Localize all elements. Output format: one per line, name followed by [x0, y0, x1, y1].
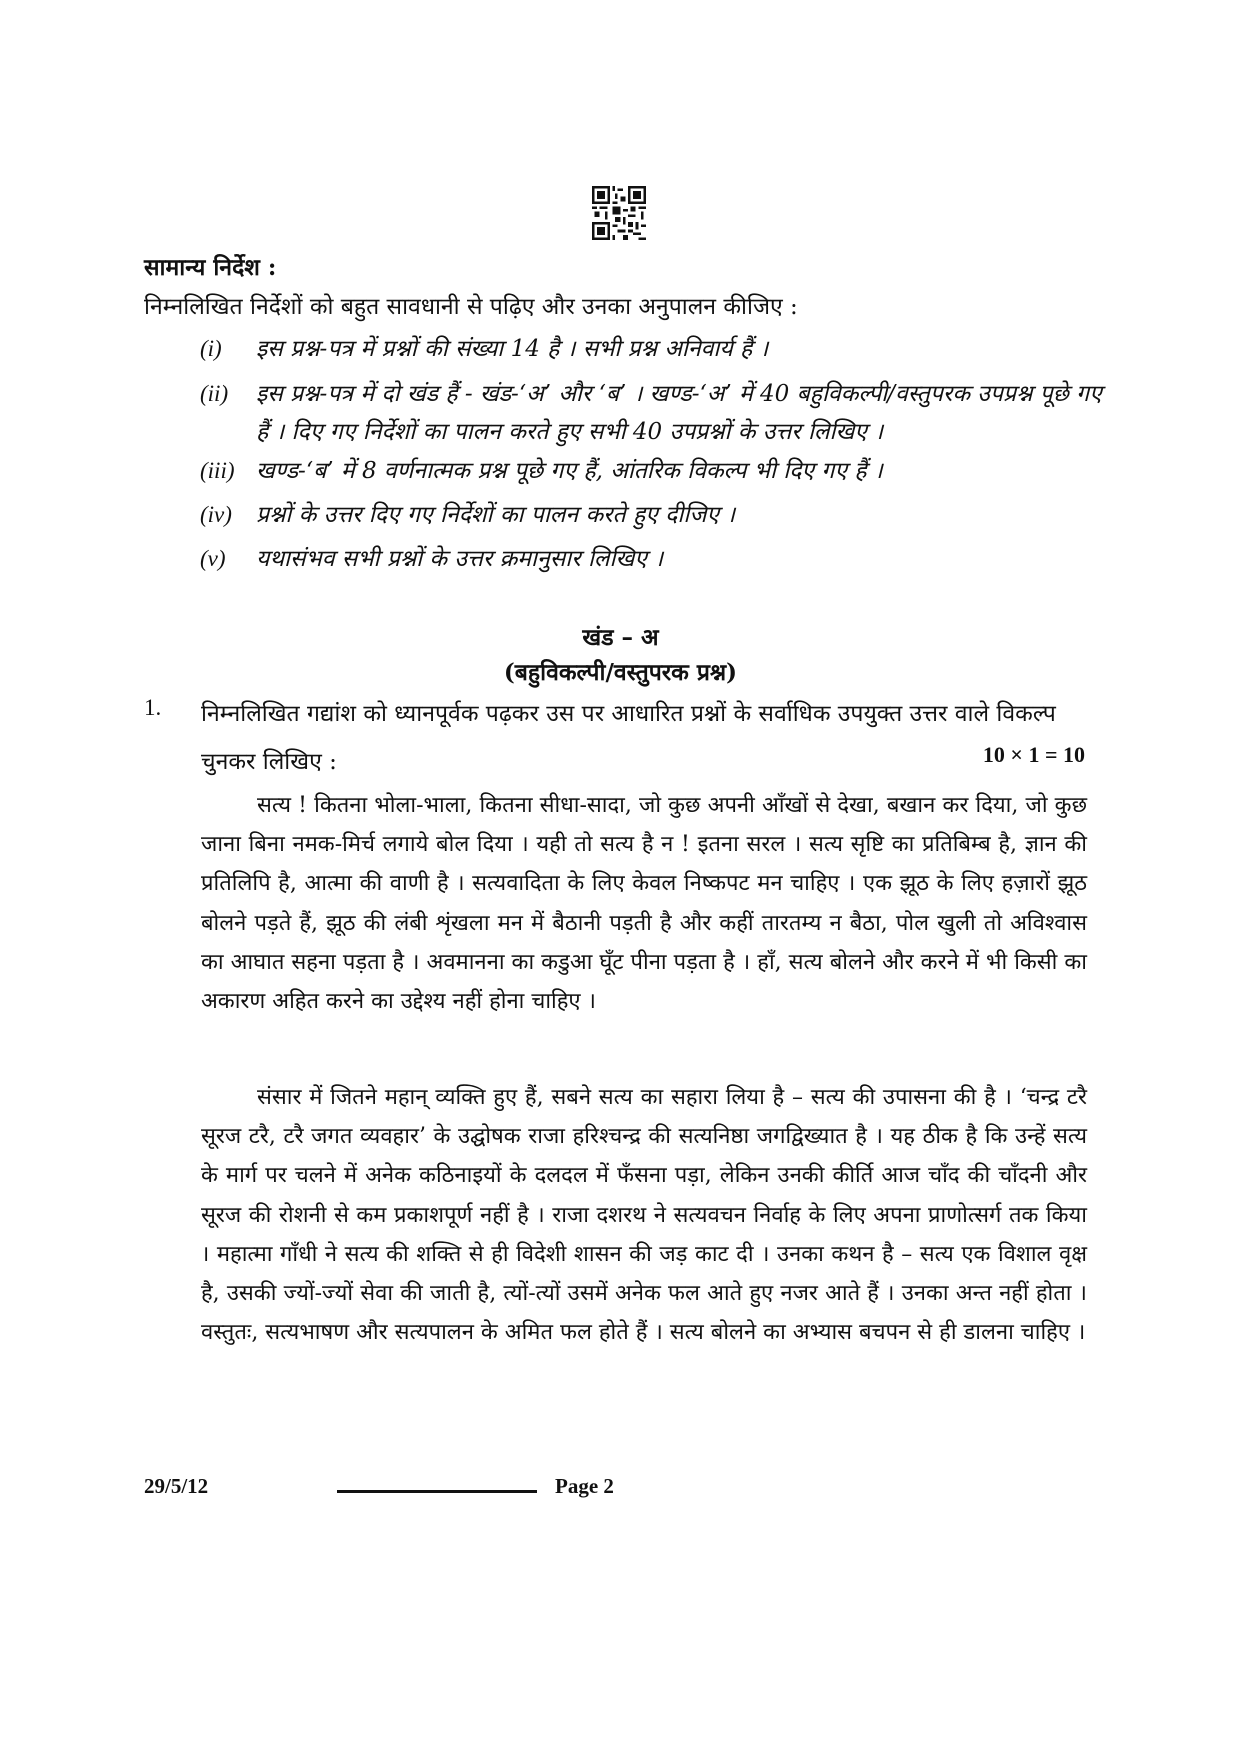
instruction-text: प्रश्नों के उत्तर दिए गए निर्देशों का पालन करते हुए दीजिए । [256, 502, 736, 528]
qr-code-icon [592, 186, 646, 240]
instruction-text: यथासंभव सभी प्रश्नों के उत्तर क्रमानुसार लिखिए । [256, 546, 664, 572]
instruction-number: (iii) [200, 458, 235, 483]
instruction-number: (i) [200, 336, 222, 361]
instruction-number: (ii) [200, 381, 229, 406]
instruction-number: (iv) [200, 502, 232, 527]
footer-divider [337, 1490, 537, 1493]
passage-paragraph-2: संसार में जितने महान् व्यक्ति हुए हैं, सबने सत्य का सहारा लिया है – सत्य की उपासना की है । ‘चन्द्र टरै सूरज टरै, टरै जगत व्यवहार’ के उद्घोषक राजा हरिश्चन्द्र की सत्यनिष्ठा जगद्विख्यात है । यह ठीक है कि उन्हें सत्य के मार्ग पर चलने में अनेक कठिनाइयों के दलदल में फँसना पड़ा, लेकिन उनकी कीर्ति आज चाँद की चाँदनी और सूरज की रोशनी से कम प्रकाशपूर्ण नहीं है । राजा दशरथ ने सत्यवचन निर्वाह के लिए अपना प्राणोत्सर्ग तक किया । महात्मा गाँधी ने सत्य की शक्ति से ही विदेशी शासन की जड़ काट दी । उनका कथन है – सत्य एक विशाल वृक्ष है, उसकी ज्यों-ज्यों सेवा की जाती है, त्यों-त्यों उसमें अनेक फल आते हुए नजर आते हैं । उनका अन्त नहीं होता । वस्तुतः, सत्यभाषण और सत्यपालन के अमित फल होते हैं । सत्य बोलने का अभ्यास बचपन से ही डालना चाहिए । [201, 1085, 1087, 1346]
page-number: Page 2 [555, 1474, 614, 1498]
general-instructions-heading: सामान्य निर्देश : [144, 254, 277, 281]
instruction-number: (v) [200, 546, 226, 571]
section-title: खंड – अ [582, 624, 659, 651]
paper-code: 29/5/12 [144, 1474, 209, 1498]
question-text: निम्नलिखित गद्यांश को ध्यानपूर्वक पढ़कर उस पर आधारित प्रश्नों के सर्वाधिक उपयुक्त उत्तर वाले विकल्प चुनकर लिखिए : [201, 701, 1056, 775]
instruction-text: इस प्रश्न-पत्र में दो खंड हैं - खंड-‘अ’ और ‘ब’ । खण्ड-‘अ’ में 40 बहुविकल्पी/वस्तुपरक उपप्रश्न पूछे गए हैं । दिए गए निर्देशों का पालन करते हुए सभी 40 उपप्रश्नों के उत्तर लिखिए । [256, 381, 1102, 445]
question-number: 1. [144, 695, 162, 720]
instruction-text: खण्ड-‘ब’ में 8 वर्णनात्मक प्रश्न पूछे गए हैं, आंतरिक विकल्प भी दिए गए हैं । [256, 458, 883, 484]
instruction-text: इस प्रश्न-पत्र में प्रश्नों की संख्या 14 है । सभी प्रश्न अनिवार्य हैं । [256, 336, 769, 362]
general-instructions-intro: निम्नलिखित निर्देशों को बहुत सावधानी से पढ़िए और उनका अनुपालन कीजिए : [144, 294, 798, 320]
passage-paragraph-1: सत्य ! कितना भोला-भाला, कितना सीधा-सादा, जो कुछ अपनी आँखों से देखा, बखान कर दिया, जो कुछ जाना बिना नमक-मिर्च लगाये बोल दिया । यही तो सत्य है न ! इतना सरल । सत्य सृष्टि का प्रतिबिम्ब है, ज्ञान की प्रतिलिपि है, आत्मा की वाणी है । सत्यवादिता के लिए केवल निष्कपट मन चाहिए । एक झूठ के लिए हज़ारों झूठ बोलने पड़ते हैं, झूठ की लंबी शृंखला मन में बैठानी पड़ती है और कहीं तारतम्य न बैठा, पोल खुली तो अविश्वास का आघात सहना पड़ता है । अवमानना का कडुआ घूँट पीना पड़ता है । हाँ, सत्य बोलने और करने में भी किसी का अकारण अहित करने का उद्देश्य नहीं होना चाहिए । [201, 793, 1087, 1015]
section-subtitle: (बहुविकल्पी/वस्तुपरक प्रश्न) [503, 659, 738, 686]
question-marks: 10 × 1 = 10 [982, 742, 1085, 767]
